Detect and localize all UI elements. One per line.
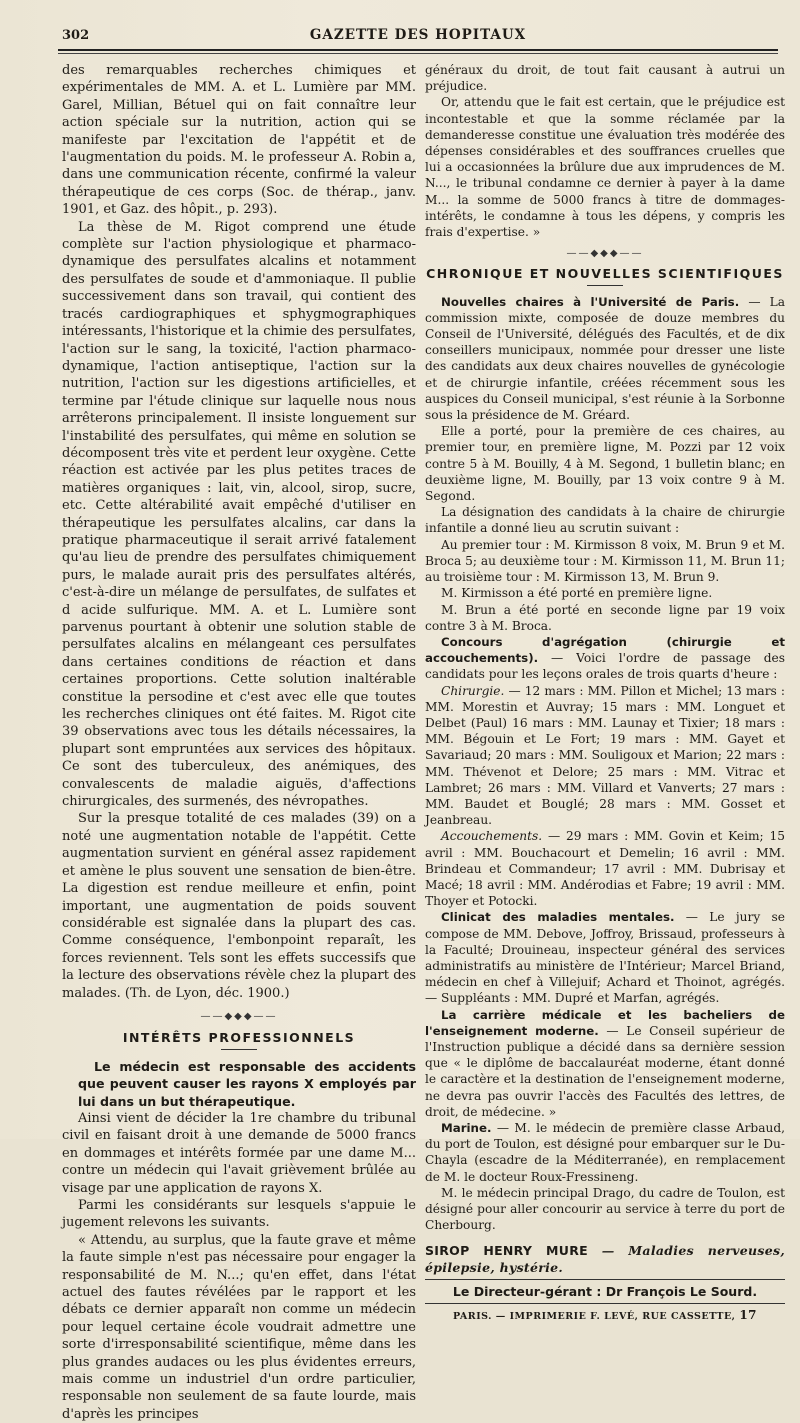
news-item-italic: Chirurgie. (441, 683, 505, 698)
news-item-text: — 12 mars : MM. Pillon et Michel; 13 mars : MM. Morestin et Auvray; 15 mars : MM. Longuet et Delbet (Paul) 16 mars : MM. Launay et Tixier; 18 mars : MM. Bégouin et Le Fort; 19 mars : MM. Gayet et Savariaud; 20 mars : MM. Souligoux et Marion; 22 mars : MM. Thévenot et Delore; 25 mars : MM. Vitrac et Lambret; 26 mars : MM. Villard et Vanverts; 27 mars : MM. Baudet et Bouglé; 28 mars : MM. Gosset et Jeanbreau. (425, 683, 785, 828)
paragraph: « Attendu, au surplus, que la faute grave et même la faute simple n'est pas nécessaire pour engager la responsabilité de M. N...; qu'en effet, dans l'état actuel des fautes révélées par le rapport et les débats ce dernier apparaît non comme un médecin pour lequel certaine école voudrait admettre une sorte d'irresponsabilité scientifique, même dans les plus grandes audaces ou les plus évidentes erreurs, mais comme un industriel d'un ordre particulier, responsable non seulement de sa faute lourde, mais d'après les principes (62, 1232, 416, 1422)
news-item (425, 634, 785, 683)
news-item-lead: La carrière médicale et les bacheliers de l'enseignement moderne. (425, 1007, 785, 1038)
news-item-text: — Le jury se compose de MM. Debove, Joffroy, Brissaud, professeurs à la Faculté; Drouineau, inspecteur général des services administratifs au ministère de l'Intérieur; Marcel Briand, médecin en chef à Villejuif; Achard et Thoinot, agrégés. — Suppléants : MM. Dupré et Marfan, agrégés. (425, 910, 785, 1006)
news-item-lead: Clinicat des maladies mentales. (441, 910, 675, 925)
news-item-lead: Concours d'agrégation (chirurgie et accouchements). (425, 634, 785, 666)
news-item-text: La désignation des candidats à la chaire de chirurgie infantile a donné lieu au scrutin suivant : (425, 505, 785, 536)
news-item-text: — 29 mars : MM. Govin et Keim; 15 avril : MM. Bouchacourt et Demelin; 16 avril : MM. Brindeau et Commandeur; 17 avril : MM. Dubrisay et Macé; 18 avril : MM. Andérodias et Fabre; 19 avril : MM. Thoyer et Potocki. (425, 829, 785, 909)
page-header (58, 24, 778, 46)
sirop-tagline: — Maladies nerveuses, épilepsie, hystérie. (425, 1243, 786, 1275)
sirop-advert (425, 1243, 785, 1275)
news-item (425, 423, 785, 504)
footer-rule (425, 1279, 785, 1280)
paragraph: Or, attendu que le fait est certain, que le préjudice est incontestable et que la somme réclamée par la demanderesse constitue une évaluation très modérée des dépenses considérables et des souffrances cruelles que lui a occasionnées la brûlure due aux imprudences de M. N..., le tribunal condamne ce dernier à payer à la dame M... la somme de 5000 francs à titre de dommages-intérêts, le condamne à tous les dépens, y compris les frais d'expertise. » (425, 95, 785, 240)
news-item-text: M. Kirmisson a été porté en première ligne. (441, 586, 713, 601)
news-item (425, 828, 785, 909)
paragraph: des remarquables recherches chimiques et expérimentales de MM. A. et L. Lumière par MM. Garel, Millian, Bétuel qui on fait connaître leur action spéciale sur la nutrition, action qui se manifeste par l'excitation de l'appétit et de l'augmentation du poids. M. le professeur A. Robin a, dans une communication récente, confirmé la valeur thérapeutique de ces corps (Soc. de thérap., janv. 1901, et Gaz. des hôpit., p. 293). (62, 63, 416, 218)
section-divider: ——◆◆◆—— (566, 248, 644, 260)
news-item-text: — M. le médecin de première classe Arbaud, du port de Toulon, est désigné pour embarquer sur le Du-Chayla (escadre de la Méditerranée), en remplacement de M. le docteur Roux-Fressineng. (425, 1121, 785, 1184)
article-subhead: Le médecin est responsable des accidents que peuvent causer les rayons X employés par lui dans un but thérapeutique. (78, 1058, 416, 1109)
header-rule-thin (58, 53, 778, 54)
news-item (425, 683, 785, 829)
news-item (425, 504, 785, 536)
news-item (425, 585, 785, 601)
news-item (425, 294, 785, 424)
paragraph: Ainsi vient de décider la 1re chambre du tribunal civil en faisant droit à une demande de 5000 francs en dommages et intérêts formée par une dame M... contre un médecin qui l'avait grièvement brûlée au visage par une application de rayons X. (62, 1110, 416, 1196)
news-item-text: — La commission mixte, composée de douze membres du Conseil de l'Université, délégués des Facultés, et de dix conseillers municipaux, nommée pour dresser une liste des candidats aux deux chaires nouvelles de gynécologie et de chirurgie infantile, créées récemment sous les auspices du Conseil municipal, s'est réunie à la Sorbonne sous la présidence de M. Gréard. (425, 294, 785, 423)
short-rule (587, 285, 623, 286)
news-item (425, 909, 785, 1006)
header-rule (58, 49, 778, 51)
paragraph: Parmi les considérants sur lesquels s'appuie le jugement relevons les suivants. (62, 1198, 416, 1231)
section-divider: ——◆◆◆—— (200, 1010, 278, 1022)
section-title-interets: INTÉRÊTS PROFESSIONNELS (122, 1030, 356, 1046)
news-item-lead: Marine. (441, 1121, 492, 1135)
paragraph: Sur la presque totalité de ces malades (39) on a noté une augmentation notable de l'appétit. Cette augmentation survient en général assez rapidement et amène le plus souvent une sensation de bien-être. La digestion est rendue meilleure et enfin, point important, une augmentation de poids souvent considérable est signalée dans la plupart des cas. Comme conséquence, l'embonpoint reparaît, les forces reviennent. Tels sont les effets successifs que la lecture des observations révèle chez la plupart des malades. (Th. de Lyon, déc. 1900.) (62, 811, 416, 1001)
news-item-text: Elle a porté, pour la première de ces chaires, au premier tour, en première ligne, M. Pozzi par 12 voix contre 5 à M. Bouilly, 4 à M. Segond, 1 bulletin blanc; en deuxième ligne, M. Bouilly, par 13 voix contre 9 à M. Segond. (425, 424, 785, 504)
sirop-name: SIROP HENRY MURE (425, 1243, 588, 1259)
news-item-text: — Le Conseil supérieur de l'Instruction publique a décidé dans sa dernière session que « le diplôme de baccalauréat moderne, étant donné le caractère et la destination de l'enseignement moderne, ne devra pas ouvrir l'accès des Facultés des lettres, de droit, de médecine. » (425, 1023, 785, 1119)
news-item (425, 1007, 785, 1120)
paragraph: La thèse de M. Rigot comprend une étude complète sur l'action physiologique et pharmaco-dynamique des persulfates alcalins et notamment des persulfates de soude et d'ammoniaque. Il publie successivement dans son travail, qui contient des tracés cardiographiques et sphygmographiques intéressants, l'historique et la chimie des persulfates, l'action sur le sang, la toxicité, l'action pharmaco-dynamique, l'action antiseptique, l'action sur la nutrition, l'action sur les digestions artificielles, et termine par l'étude clinique sur laquelle nous nous arrêterons principalement. Il insiste longuement sur l'instabilité des persulfates, qui même en solution se décomposent très vite et perdent leur oxygène. Cette réaction est activée par les plus petites traces de matières organiques : lait, vin, alcool, sirop, sucre, etc. Cette altérabilité avait empêché d'utiliser en thérapeutique les persulfates alcalins, car dans la pratique pharmaceutique il serait arrivé fatalement qu'au lieu de prendre des persulfates chimiquement purs, le malade aurait pris des persulfates altérés, c'est-à-dire un mélange de persulfates, de sulfates et d acide sulfurique. MM. A. et L. Lumière sont parvenus pourtant à obtenir une solution stable de persulfates alcalins en mélangeant ces persulfates dans certaines conditions de réaction et dans certaines proportions. Cette solution inaltérable constitue la persodine et c'est avec elle que toutes les recherches cliniques ont été faites. M. Rigot cite 39 observations avec tous les détails nécessaires, la plupart sont empruntées aux services des hôpitaux. Ce sont des tuberculeux, des anémiques, des convalescents de maladie aiguës, d'affections chirurgicales, des surmenés, des névropathes. (62, 219, 416, 810)
news-item (425, 537, 785, 586)
news-items (425, 294, 785, 1234)
news-item (425, 1120, 785, 1185)
news-item (425, 1185, 785, 1234)
news-item-text: Au premier tour : M. Kirmisson 8 voix, M. Brun 9 et M. Broca 5; au deuxième tour : M. Kirmisson 11, M. Brun 11; au troisième tour : M. Kirmisson 13, M. Brun 9. (425, 537, 785, 585)
news-item-text: M. le médecin principal Drago, du cadre de Toulon, est désigné pour aller concourir au service à terre du port de Cherbourg. (425, 1185, 785, 1233)
right-column (425, 62, 785, 1325)
page-number: 302 (62, 28, 90, 43)
paragraph: généraux du droit, de tout fait causant à autrui un préjudice. (425, 63, 785, 94)
imprint-line (425, 1307, 785, 1325)
running-title: GAZETTE DES HOPITAUX (309, 27, 527, 43)
news-item (425, 602, 785, 634)
footer-rule (425, 1303, 785, 1304)
news-item-lead: Nouvelles chaires à l'Université de Paris. (441, 294, 740, 309)
imprint-text: PARIS. — IMPRIMERIE F. LEVÉ, RUE CASSETTE, (452, 1311, 736, 1323)
imprint-number: 17 (739, 1308, 758, 1323)
news-item-text: — Voici l'ordre de passage des candidats pour les leçons orales de trois quarts d'heure : (425, 651, 785, 682)
news-item-italic: Accouchements. (441, 829, 543, 844)
short-rule (221, 1049, 257, 1050)
left-column (62, 62, 416, 1423)
director-line: Le Directeur-gérant : Dr François Le Sourd. (452, 1283, 758, 1299)
news-item-text: M. Brun a été porté en seconde ligne par 19 voix contre 3 à M. Broca. (425, 602, 785, 633)
section-title-chronique: CHRONIQUE ET NOUVELLES SCIENTIFIQUES (426, 266, 784, 282)
